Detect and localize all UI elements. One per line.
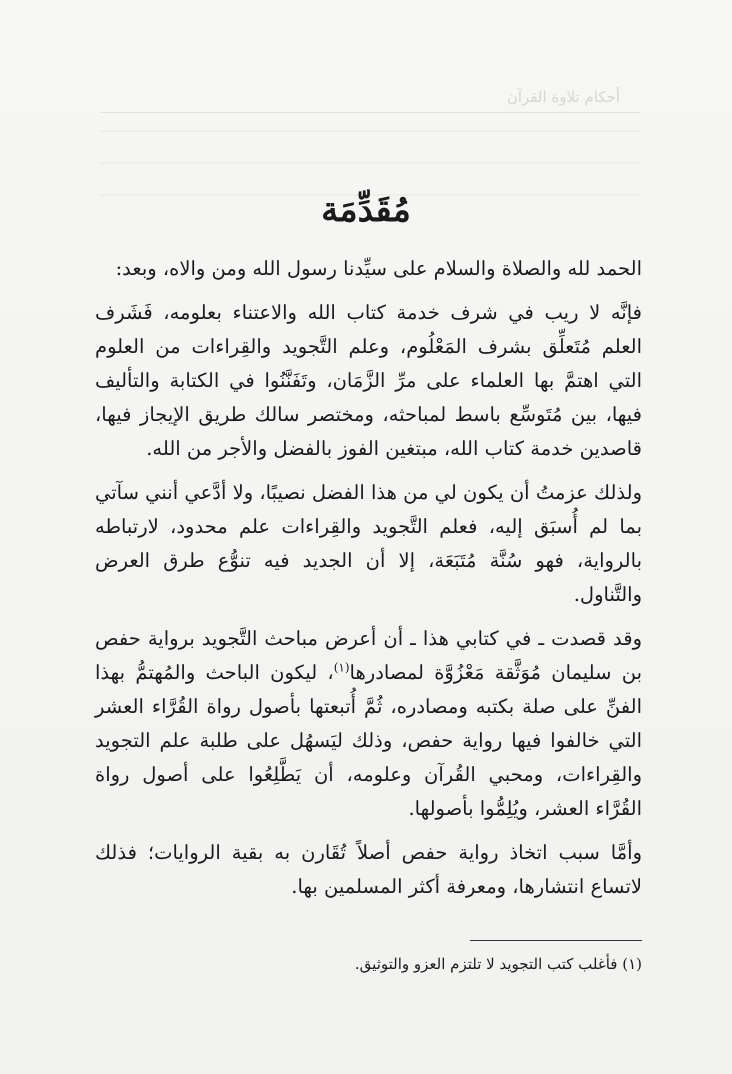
bleed-line bbox=[100, 162, 640, 164]
body-text bbox=[95, 252, 642, 914]
footnote-rule bbox=[470, 940, 642, 941]
paragraph-3-part-a: وقد قصدت ـ في كتابي هذا ـ أن أعرض مباحث التَّجويد برواية حفص بن سليمان مُوَثَّقة مَعْزُوَّة لمصادرها bbox=[95, 627, 643, 684]
footnote-reference[interactable]: (١) bbox=[333, 660, 350, 675]
footnote: (١) فأغلب كتب التجويد لا تلتزم العزو والتوثيق. bbox=[354, 955, 642, 973]
paragraph-3 bbox=[95, 622, 642, 826]
page-title: مُقَدِّمَة bbox=[321, 190, 411, 230]
bleed-through-header: أحكام تلاوة القرآن bbox=[506, 88, 620, 106]
bleed-line bbox=[100, 130, 640, 132]
paragraph-4: وأمَّا سبب اتخاذ رواية حفص أصلاً تُقَارن به بقية الروايات؛ فذلك لاتساع انتشارها، ومعرفة أكثر المسلمين بها. bbox=[95, 841, 642, 898]
paragraph-opening: الحمد لله والصلاة والسلام على سيِّدنا رسول الله ومن والاه، وبعد: bbox=[115, 257, 642, 280]
paragraph-1: فإنَّه لا ريب في شرف خدمة كتاب الله والاعتناء بعلومه، فَشَرف العلم مُتَعلِّق بشرف المَعْلُوم، وعلم التَّجويد والقِراءات من العلوم التي اهتمَّ بها العلماء على مرِّ الزَّمَان، وتَفَنَّنُوا في الكتابة والتأليف فيها، بين مُتَوسِّع باسط لمباحثه، ومختصر سالك طريق الإيجاز فيها، قاصدين خدمة كتاب الله، مبتغين الفوز بالفضل والأجر من الله. bbox=[95, 301, 642, 460]
paragraph-2: ولذلك عزمتُ أن يكون لي من هذا الفضل نصيبًا، ولا أدَّعي أنني سآتي بما لم أُسبَق إليه، فعلم التَّجويد والقِراءات علم محدود، لارتباطه بالرواية، فهو سُنَّة مُتَبَعَة، إلا أن الجديد فيه تنوُّع طرق العرض والتَّناول. bbox=[95, 481, 642, 606]
bleed-through-rule bbox=[100, 112, 640, 113]
paragraph-3-part-b: ، ليكون الباحث والمُهتمُّ بهذا الفنِّ على صلة بكتبه ومصادره، ثُمَّ أُتبعتها بأصول رواة القُرَّاء العشر التي خالفوا فيها رواية حفص، وذلك ليَسهُل على طلبة علم التجويد والقِراءات، ومحبي القُرآن وعلومه، أن يَطَّلِعُوا على أصول رواة القُرَّاء العشر، ويُلِمُّوا بأصولها. bbox=[95, 661, 642, 820]
